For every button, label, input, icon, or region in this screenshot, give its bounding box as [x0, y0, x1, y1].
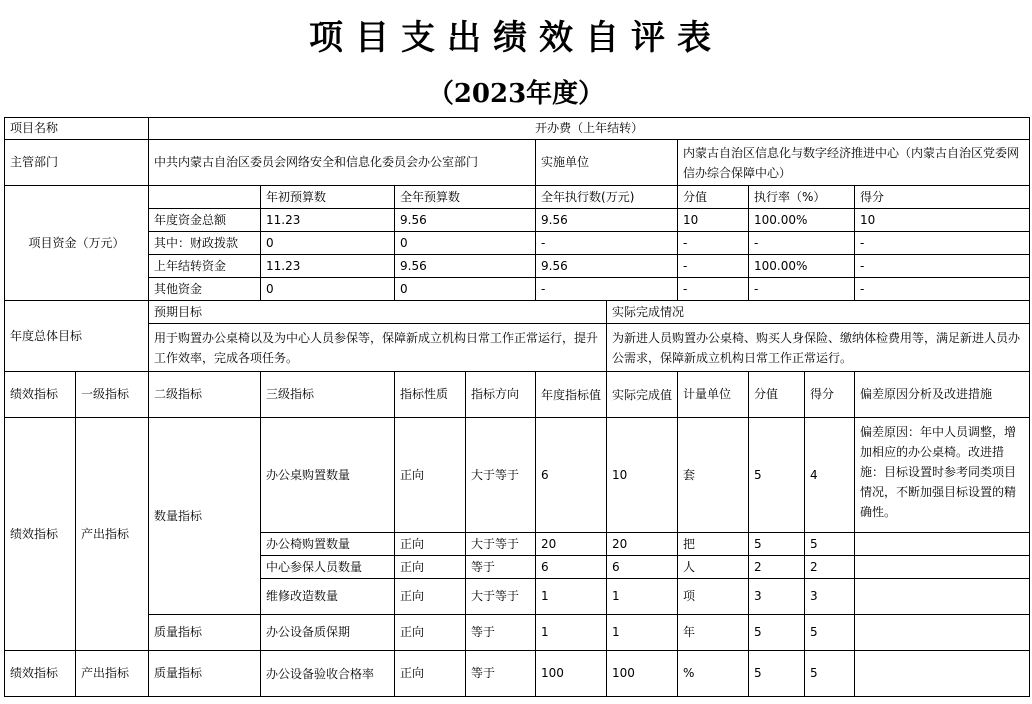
- funds-cell: -: [855, 278, 1030, 301]
- indicator-nature: 正向: [395, 533, 466, 556]
- indicator-unit: 人: [678, 556, 749, 579]
- funds-cell: -: [536, 278, 678, 301]
- funds-cell: 0: [395, 278, 536, 301]
- indicator-actual: 10: [607, 418, 678, 533]
- indicator-target: 6: [536, 418, 607, 533]
- indicator-unit: 项: [678, 579, 749, 615]
- perf-header: 年度指标值: [536, 372, 607, 418]
- indicator-direction: 等于: [466, 651, 536, 697]
- quality-indicator-label: 质量指标: [149, 615, 261, 651]
- funds-cell: 0: [261, 232, 395, 255]
- funds-cell: 0: [261, 278, 395, 301]
- quantity-indicator-label: 数量指标: [149, 418, 261, 615]
- indicator-unit: 套: [678, 418, 749, 533]
- indicator-nature: 正向: [395, 556, 466, 579]
- indicator-target: 6: [536, 556, 607, 579]
- funds-header: 得分: [855, 186, 1030, 209]
- indicator-name: 办公椅购置数量: [261, 533, 395, 556]
- funds-cell: -: [855, 255, 1030, 278]
- funds-header: 分值: [678, 186, 749, 209]
- actual-goal-label: 实际完成情况: [607, 301, 1030, 324]
- funds-row-label: 其他资金: [149, 278, 261, 301]
- report-year: （2023年度）: [427, 79, 605, 109]
- expected-goal-label: 预期目标: [149, 301, 607, 324]
- indicator-name: 办公桌购置数量: [261, 418, 395, 533]
- funds-cell: 11.23: [261, 255, 395, 278]
- perf-header: 偏差原因分析及改进措施: [855, 372, 1030, 418]
- indicator-unit: %: [678, 651, 749, 697]
- funds-cell: -: [678, 278, 749, 301]
- indicator-name: 办公设备质保期: [261, 615, 395, 651]
- funds-cell: -: [855, 232, 1030, 255]
- indicator-score-value: 5: [749, 418, 805, 533]
- dept-value: 中共内蒙古自治区委员会网络安全和信息化委员会办公室部门: [149, 140, 536, 186]
- funds-header: 全年执行数(万元): [536, 186, 678, 209]
- perf-header: 三级指标: [261, 372, 395, 418]
- indicator-nature: 正向: [395, 651, 466, 697]
- indicator-target: 20: [536, 533, 607, 556]
- impl-value: 内蒙古自治区信息化与数字经济推进中心（内蒙古自治区党委网信办综合保障中心）: [678, 140, 1030, 186]
- deviation-cell-empty: [855, 556, 1030, 579]
- deviation-cell-empty: [855, 533, 1030, 556]
- indicator-direction: 等于: [466, 615, 536, 651]
- perf-header: 指标方向: [466, 372, 536, 418]
- funds-cell: -: [678, 255, 749, 278]
- deviation-cell-empty: [855, 579, 1030, 615]
- indicator-score: 5: [805, 533, 855, 556]
- funds-header: 执行率（%）: [749, 186, 855, 209]
- funds-cell: -: [749, 232, 855, 255]
- funds-cell: -: [749, 278, 855, 301]
- perf-header: 绩效指标: [5, 372, 76, 418]
- funds-cell: 100.00%: [749, 209, 855, 232]
- perf-header: 二级指标: [149, 372, 261, 418]
- indicator-score-value: 5: [749, 533, 805, 556]
- indicator-score-value: 5: [749, 651, 805, 697]
- indicator-actual: 1: [607, 615, 678, 651]
- indicator-name: 中心参保人员数量: [261, 556, 395, 579]
- funds-label: 项目资金（万元）: [5, 186, 149, 301]
- funds-cell: -: [536, 232, 678, 255]
- perf-header: 实际完成值: [607, 372, 678, 418]
- funds-cell: -: [678, 232, 749, 255]
- perf-header: 得分: [805, 372, 855, 418]
- perf-header: 分值: [749, 372, 805, 418]
- indicator-name: 办公设备验收合格率: [261, 651, 395, 697]
- indicator-unit: 把: [678, 533, 749, 556]
- indicator-score: 2: [805, 556, 855, 579]
- funds-cell: 9.56: [395, 209, 536, 232]
- funds-cell: 10: [855, 209, 1030, 232]
- indicator-score: 3: [805, 579, 855, 615]
- indicator-score: 5: [805, 615, 855, 651]
- deviation-cell-empty: [855, 651, 1030, 697]
- page-title: 项目支出绩效自评表: [309, 18, 723, 58]
- perf-level0: 绩效指标: [5, 651, 76, 697]
- indicator-nature: 正向: [395, 418, 466, 533]
- indicator-nature: 正向: [395, 615, 466, 651]
- indicator-score-value: 3: [749, 579, 805, 615]
- indicator-direction: 大于等于: [466, 418, 536, 533]
- project-name-value: 开办费（上年结转）: [149, 118, 1030, 140]
- quality-indicator-label: 质量指标: [149, 651, 261, 697]
- indicator-actual: 100: [607, 651, 678, 697]
- indicator-actual: 1: [607, 579, 678, 615]
- funds-cell: 9.56: [536, 255, 678, 278]
- funds-cell: 0: [395, 232, 536, 255]
- funds-row-label: 其中：财政拨款: [149, 232, 261, 255]
- perf-header: 计量单位: [678, 372, 749, 418]
- funds-cell: 100.00%: [749, 255, 855, 278]
- indicator-score: 4: [805, 418, 855, 533]
- perf-header: 指标性质: [395, 372, 466, 418]
- expected-goal-text: 用于购置办公桌椅以及为中心人员参保等，保障新成立机构日常工作正常运行，提升工作效率，完成各项任务。: [149, 324, 607, 372]
- indicator-direction: 大于等于: [466, 533, 536, 556]
- indicator-actual: 20: [607, 533, 678, 556]
- indicator-score-value: 5: [749, 615, 805, 651]
- deviation-note: 偏差原因：年中人员调整，增加相应的办公桌椅。改进措施：目标设置时参考同类项目情况，不断加强目标设置的精确性。: [855, 418, 1030, 533]
- indicator-unit: 年: [678, 615, 749, 651]
- indicator-name: 维修改造数量: [261, 579, 395, 615]
- goal-label: 年度总体目标: [5, 301, 149, 372]
- perf-level1: 产出指标: [76, 651, 149, 697]
- actual-goal-text: 为新进人员购置办公桌椅、购买人身保险、缴纳体检费用等，满足新进人员办公需求，保障新成立机构日常工作正常运行。: [607, 324, 1030, 372]
- perf-level1: 产出指标: [76, 418, 149, 651]
- funds-cell: 11.23: [261, 209, 395, 232]
- funds-header-blank: [149, 186, 261, 209]
- indicator-direction: 等于: [466, 556, 536, 579]
- indicator-target: 1: [536, 615, 607, 651]
- indicator-score-value: 2: [749, 556, 805, 579]
- impl-label: 实施单位: [536, 140, 678, 186]
- indicator-actual: 6: [607, 556, 678, 579]
- perf-header: 一级指标: [76, 372, 149, 418]
- funds-row-label: 上年结转资金: [149, 255, 261, 278]
- funds-cell: 9.56: [536, 209, 678, 232]
- perf-level0: 绩效指标: [5, 418, 76, 651]
- indicator-nature: 正向: [395, 579, 466, 615]
- indicator-direction: 大于等于: [466, 579, 536, 615]
- funds-header: 年初预算数: [261, 186, 395, 209]
- indicator-target: 1: [536, 579, 607, 615]
- project-name-label: 项目名称: [5, 118, 149, 140]
- funds-cell: 10: [678, 209, 749, 232]
- evaluation-table: [4, 117, 1030, 697]
- funds-cell: 9.56: [395, 255, 536, 278]
- indicator-score: 5: [805, 651, 855, 697]
- funds-row-label: 年度资金总额: [149, 209, 261, 232]
- deviation-cell-empty: [855, 615, 1030, 651]
- indicator-target: 100: [536, 651, 607, 697]
- dept-label: 主管部门: [5, 140, 149, 186]
- funds-header: 全年预算数: [395, 186, 536, 209]
